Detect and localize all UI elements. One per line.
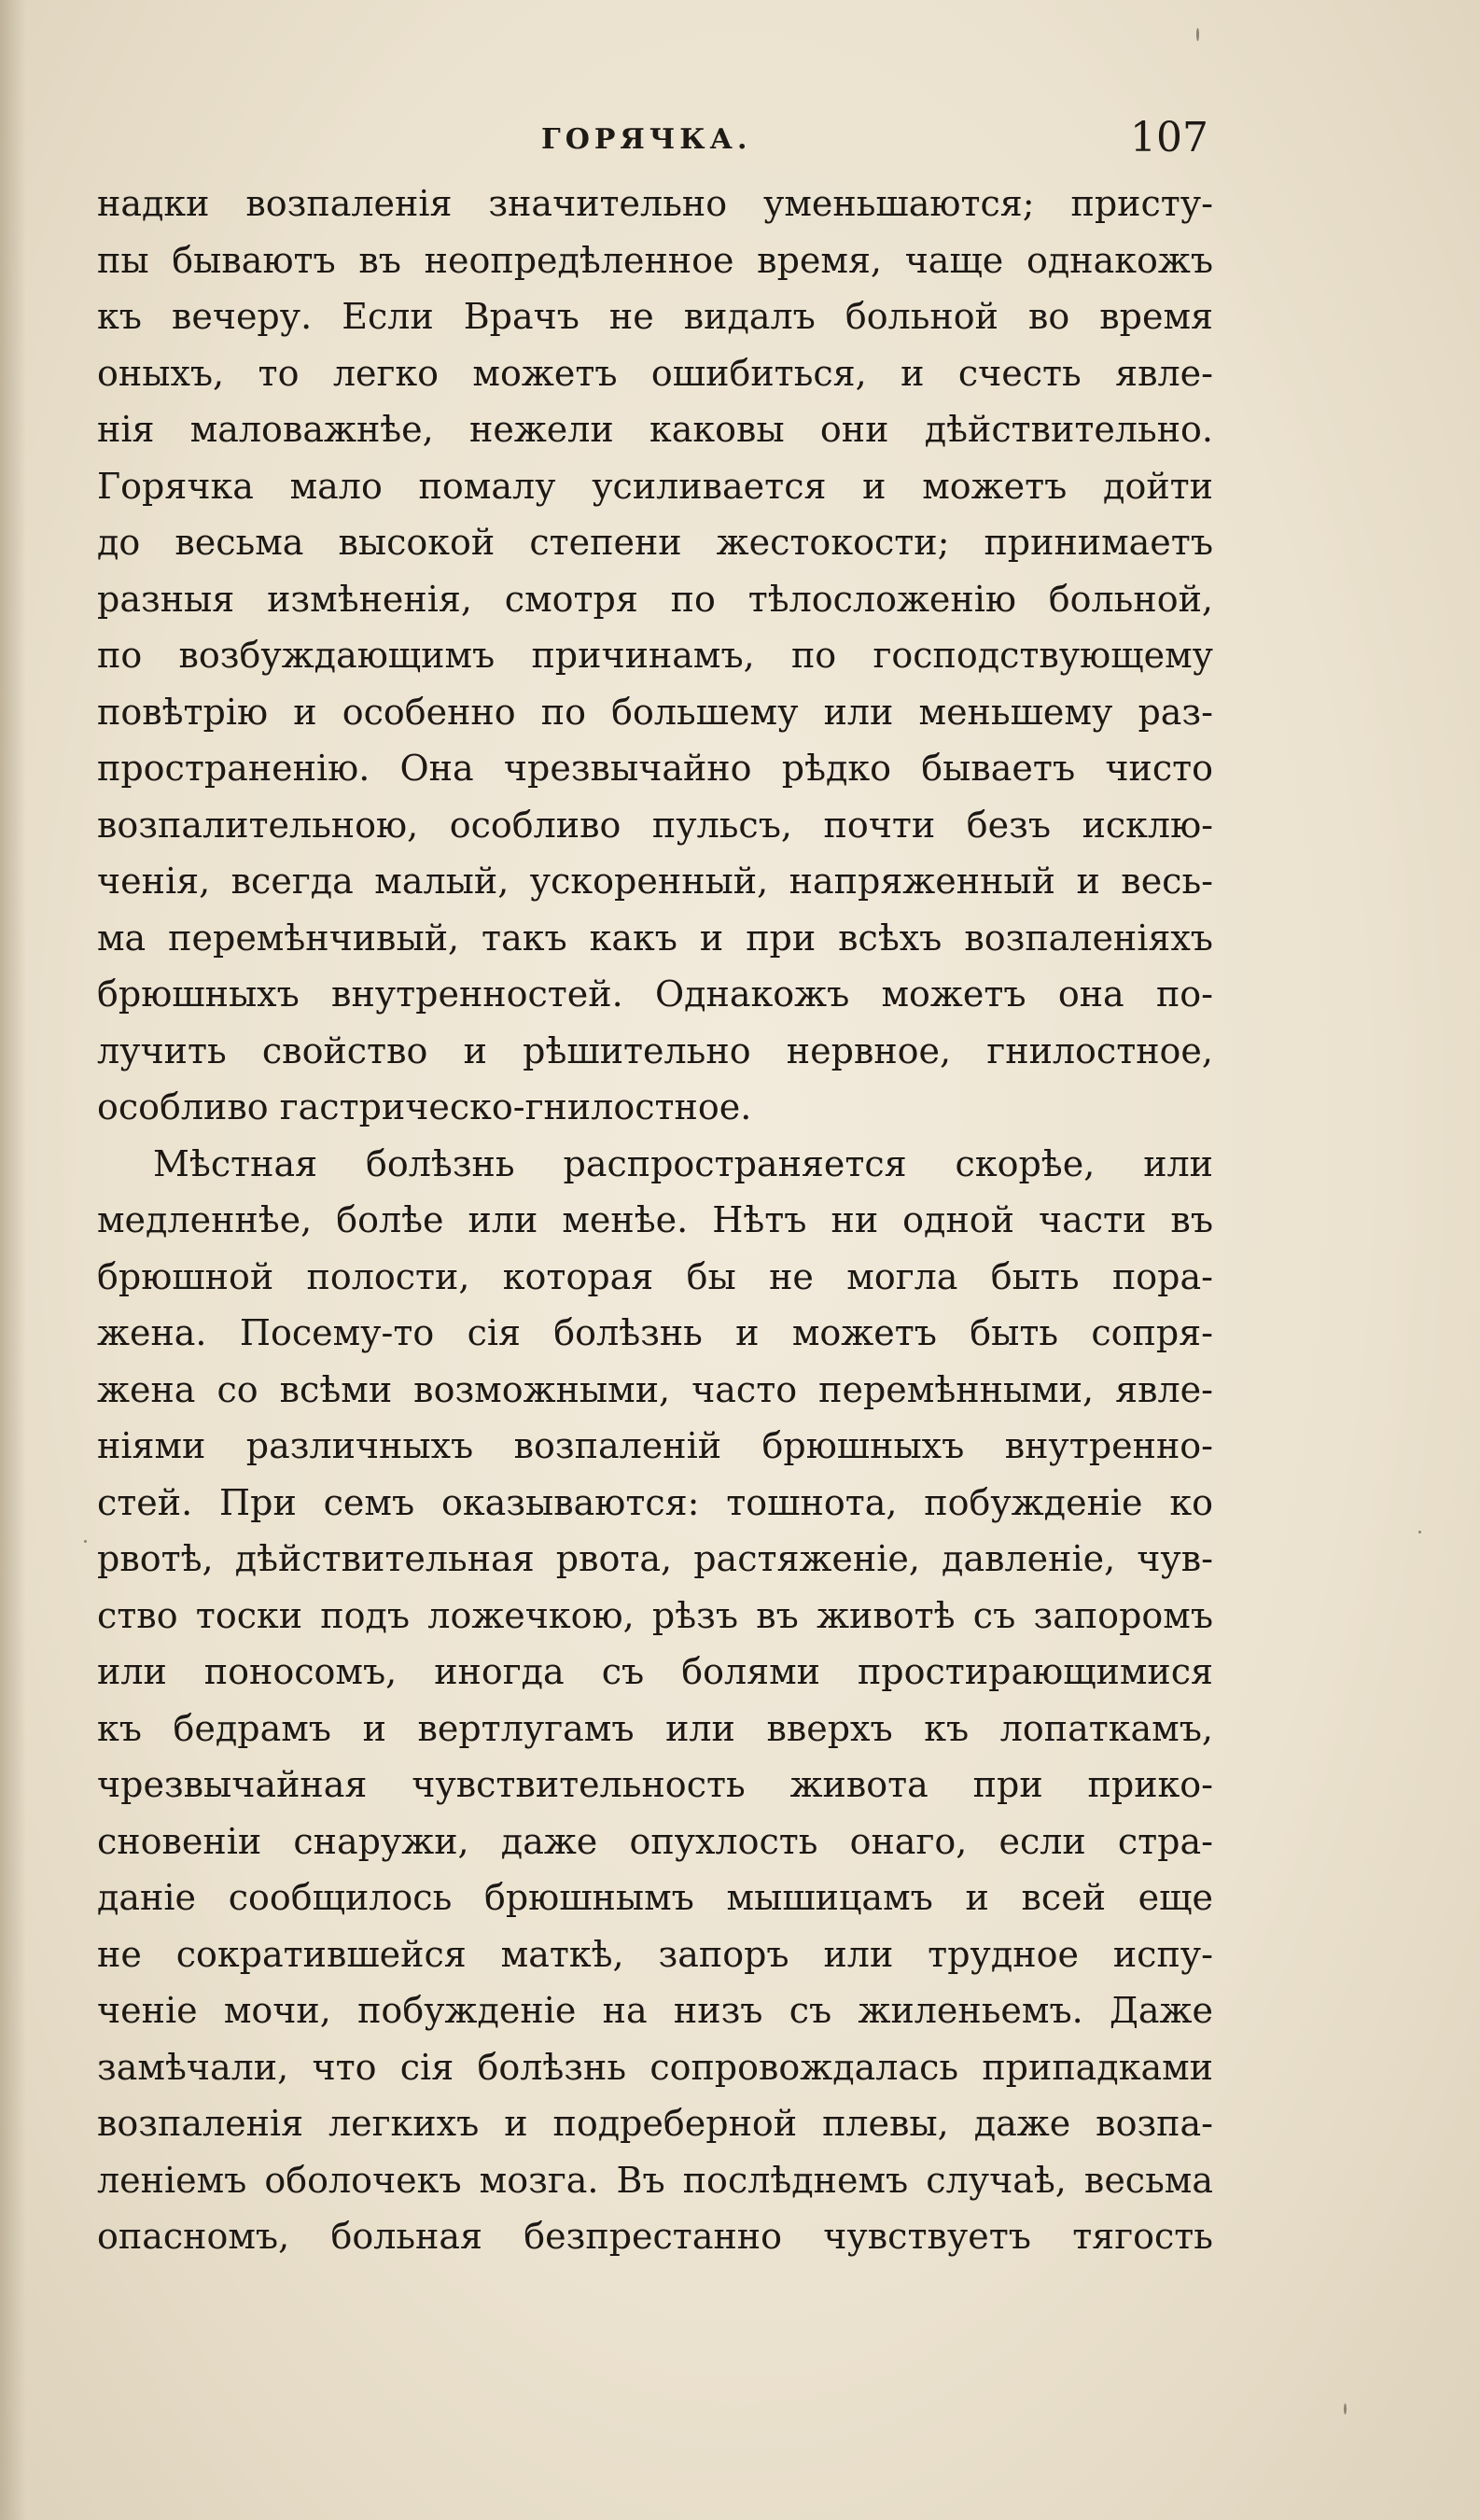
text-line: сновеніи снаружи, даже опухлость онаго, если стра-	[97, 1820, 1213, 1862]
running-title: ГОРЯЧКА.	[541, 123, 752, 156]
text-line: ство тоски подъ ложечкою, рѣзъ въ животѣ съ запоромъ	[97, 1594, 1213, 1636]
text-line: Горячка мало помалу усиливается и можетъ дойти	[97, 465, 1213, 507]
text-line: Мѣстная болѣзнь распространяется скорѣе, или	[153, 1142, 1213, 1184]
text-line: рвотѣ, дѣйствительная рвота, растяженіе, давленіе, чув-	[97, 1538, 1213, 1579]
text-line: жена. Посему-то сія болѣзнь и можетъ быть сопря-	[97, 1312, 1213, 1353]
text-line: леніемъ оболочекъ мозга. Въ послѣднемъ случаѣ, весьма	[97, 2159, 1213, 2201]
binding-shadow	[0, 0, 26, 2520]
text-line: даніе сообщилось брюшнымъ мышицамъ и всей еще	[97, 1877, 1213, 1918]
text-line: разныя измѣненія, смотря по тѣлосложенію больной,	[97, 578, 1213, 620]
text-line: ченіе мочи, побужденіе на низъ съ жиленьемъ. Даже	[97, 1990, 1213, 2031]
text-line: замѣчали, что сія болѣзнь сопровождалась припадками	[97, 2046, 1213, 2088]
text-line: къ бедрамъ и вертлугамъ или вверхъ къ лопаткамъ,	[97, 1707, 1213, 1749]
text-line: или поносомъ, иногда съ болями простирающимися	[97, 1651, 1213, 1692]
text-line: возпаленія легкихъ и подреберной плевы, даже возпа-	[97, 2103, 1213, 2144]
paper-speck	[1344, 2403, 1347, 2415]
text-line: ченія, всегда малый, ускоренный, напряженный и весь-	[97, 861, 1213, 902]
text-line: къ вечеру. Если Врачъ не видалъ больной во время	[97, 296, 1213, 337]
text-line: надки возпаленія значительно уменьшаются; присту-	[97, 183, 1213, 224]
text-line: стей. При семъ оказываются: тошнота, побужденіе ко	[97, 1481, 1213, 1523]
text-line: по возбуждающимъ причинамъ, по господствующему	[97, 635, 1213, 676]
text-line: чрезвычайная чувствительность живота при прико-	[97, 1764, 1213, 1805]
page-number: 107	[1130, 114, 1208, 161]
text-line: нія маловажнѣе, нежели каковы они дѣйствительно.	[97, 409, 1213, 450]
text-line: лучить свойство и рѣшительно нервное, гнилостное,	[97, 1029, 1213, 1071]
text-line: не сократившейся маткѣ, запоръ или трудное испу-	[97, 1933, 1213, 1975]
paper-speck	[84, 1540, 87, 1543]
paper-speck	[1196, 28, 1199, 41]
body-text	[97, 175, 1213, 2265]
text-line: медленнѣе, болѣе или менѣе. Нѣтъ ни одной части въ	[97, 1199, 1213, 1240]
text-line: возпалительною, особливо пульсъ, почти безъ исклю-	[97, 804, 1213, 846]
text-line: пространенію. Она чрезвычайно рѣдко бываетъ чисто	[97, 748, 1213, 789]
text-line: особливо гастрическо-гнилостное.	[97, 1086, 752, 1127]
paper-speck	[1418, 1531, 1421, 1533]
text-line: до весьма высокой степени жестокости; принимаетъ	[97, 522, 1213, 563]
text-line: ма перемѣнчивый, такъ какъ и при всѣхъ возпаленіяхъ	[97, 917, 1213, 959]
text-line: пы бываютъ въ неопредѣленное время, чаще однакожъ	[97, 239, 1213, 281]
running-head	[103, 114, 1208, 170]
text-line: опасномъ, больная безпрестанно чувствуетъ тягость	[97, 2216, 1213, 2257]
text-line: брюшной полости, которая бы не могла быть пора-	[97, 1255, 1213, 1297]
text-line: жена со всѣми возможными, часто перемѣнными, явле-	[97, 1368, 1213, 1410]
text-line: брюшныхъ внутренностей. Однакожъ можетъ она по-	[97, 973, 1213, 1015]
text-line: повѣтрію и особенно по большему или меньшему раз-	[97, 691, 1213, 733]
text-line: ніями различныхъ возпаленій брюшныхъ внутренно-	[97, 1425, 1213, 1466]
text-line: оныхъ, то легко можетъ ошибиться, и счесть явле-	[97, 352, 1213, 394]
